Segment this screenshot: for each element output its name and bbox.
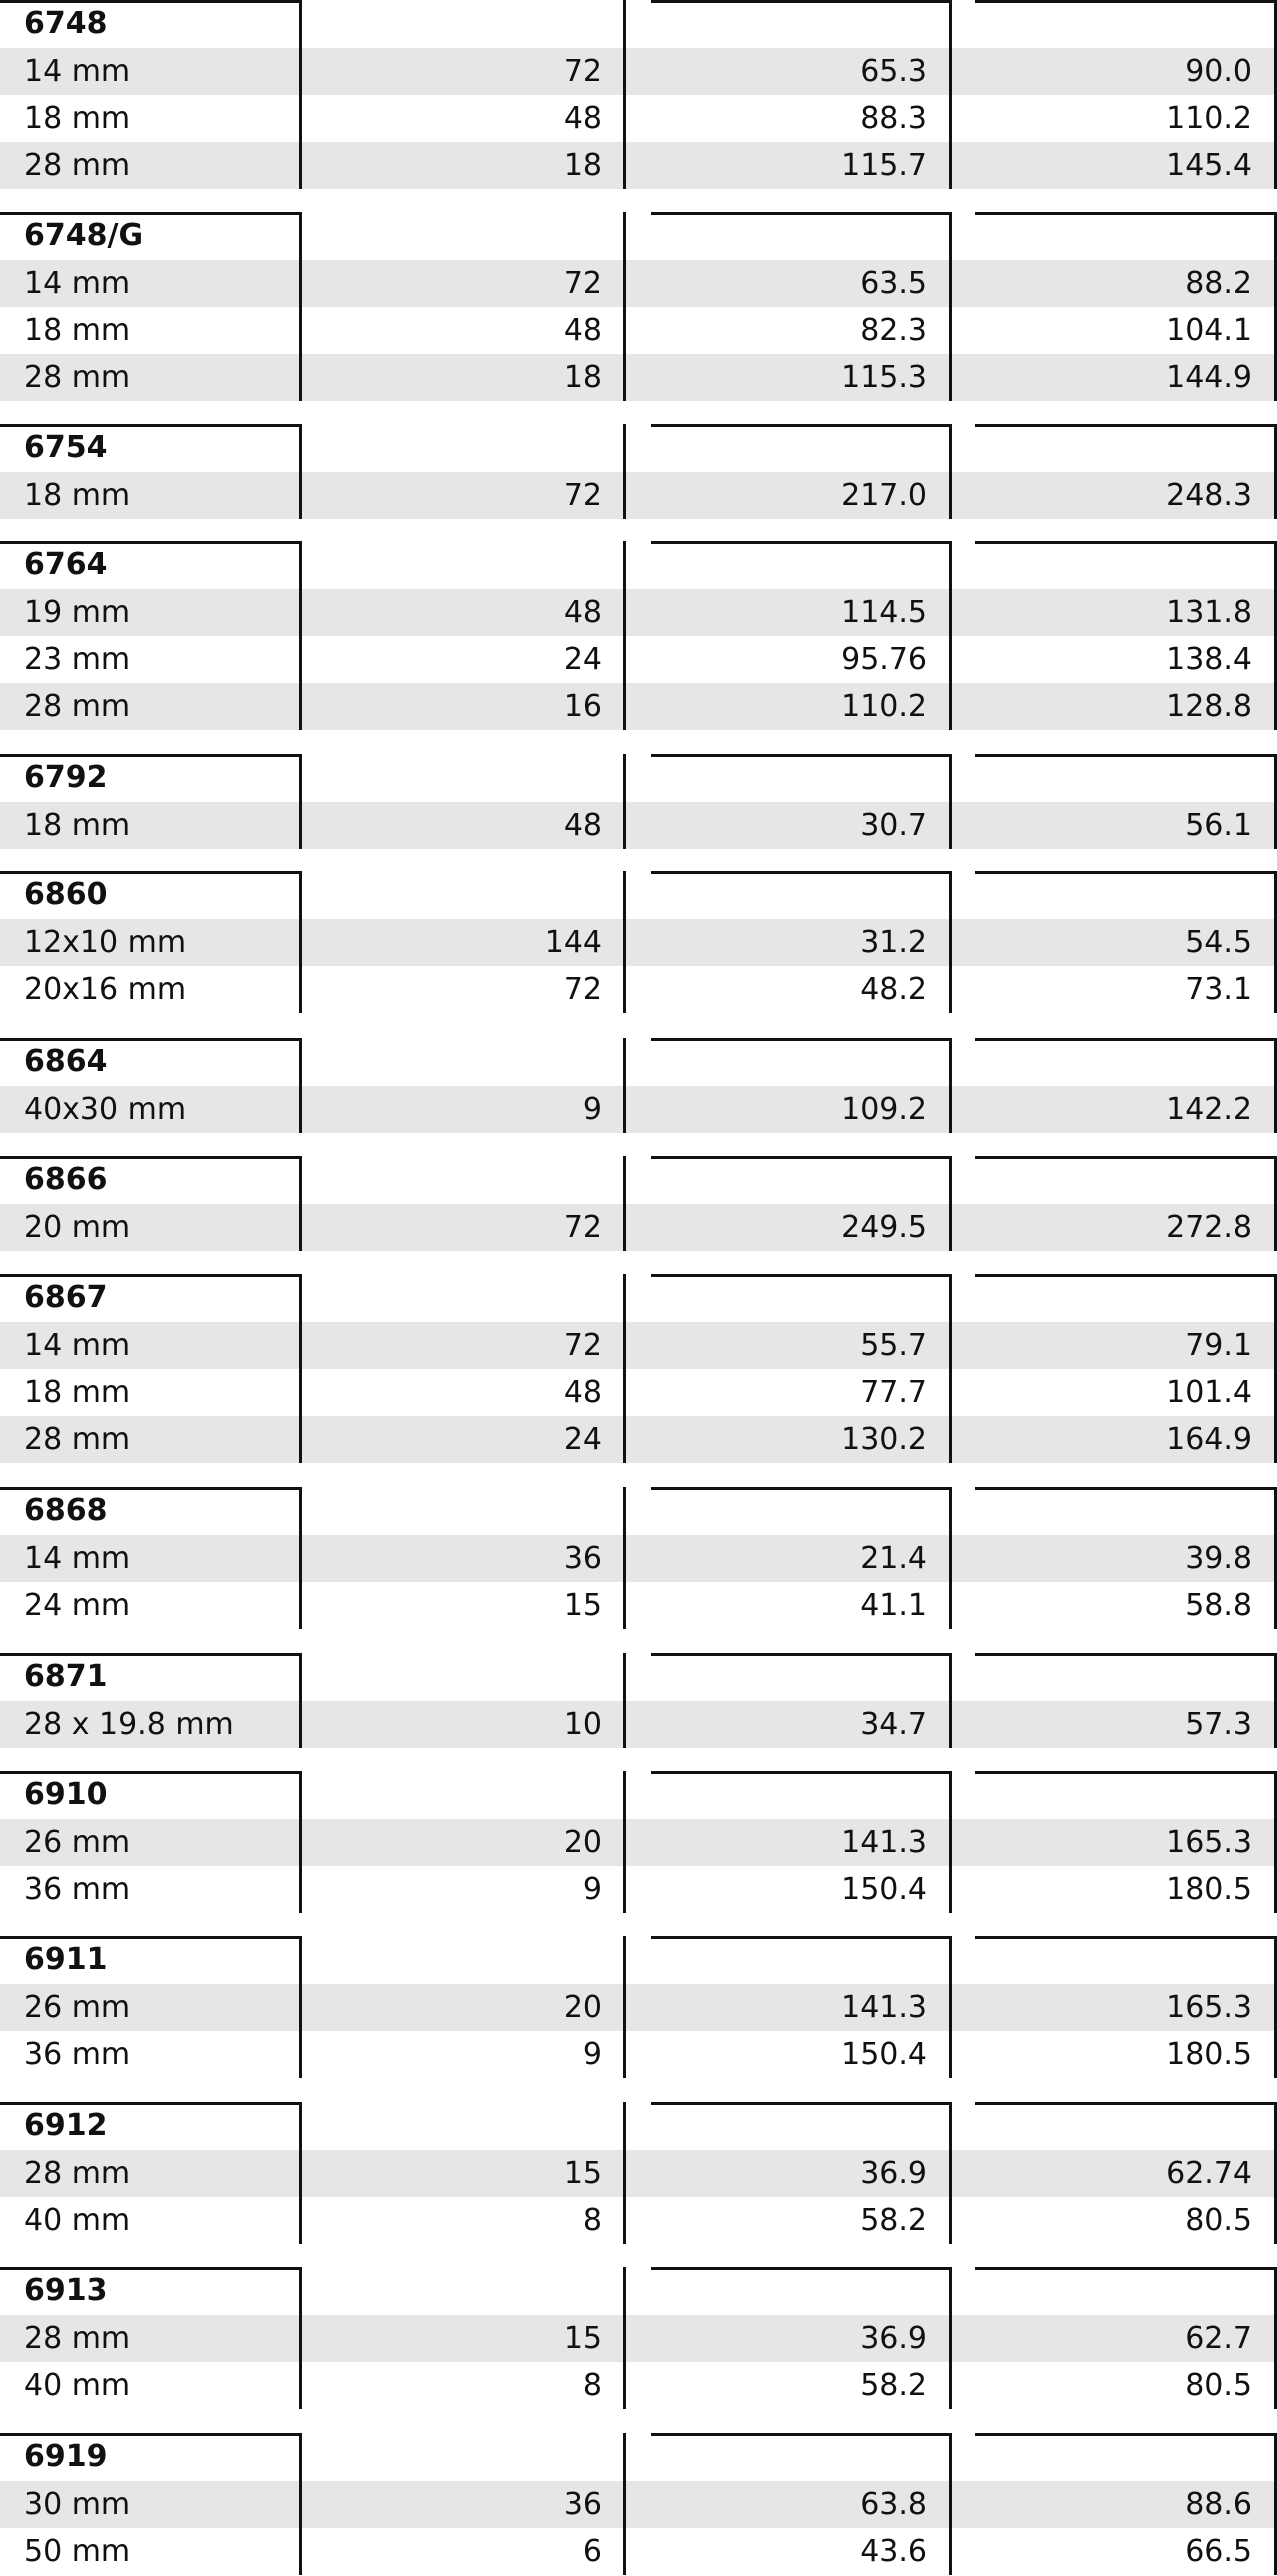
price-cell: 62.74 (1166, 2156, 1252, 2191)
size-cell: 18 mm (24, 101, 131, 136)
size-cell: 28 mm (24, 148, 131, 183)
price-cell: 165.3 (1166, 1990, 1252, 2025)
column-divider (299, 754, 302, 849)
quantity-cell: 9 (582, 1092, 602, 1127)
table-row (0, 1866, 1277, 1913)
table-row (0, 2031, 1277, 2078)
product-group (0, 754, 1277, 849)
model-number: 6913 (24, 2273, 108, 2308)
quantity-cell: 10 (563, 1707, 602, 1742)
top-rule (651, 2267, 952, 2270)
quantity-cell: 18 (563, 148, 602, 183)
top-rule (651, 424, 952, 427)
value-cell: 41.1 (860, 1588, 927, 1623)
column-divider (299, 1156, 302, 1251)
product-group (0, 1156, 1277, 1251)
column-divider (623, 1771, 626, 1913)
column-divider (623, 754, 626, 849)
table-row (0, 1701, 1277, 1748)
value-cell: 21.4 (860, 1541, 927, 1576)
column-divider (299, 1487, 302, 1629)
column-divider (299, 541, 302, 730)
table-row (0, 354, 1277, 401)
value-cell: 43.6 (860, 2534, 927, 2569)
column-divider (299, 1771, 302, 1913)
table-row (0, 472, 1277, 519)
table-row (0, 1535, 1277, 1582)
size-cell: 20x16 mm (24, 972, 187, 1007)
quantity-cell: 48 (563, 313, 602, 348)
product-group (0, 0, 1277, 189)
group-header-row (0, 541, 1277, 588)
product-group (0, 1653, 1277, 1748)
top-rule (0, 2102, 302, 2105)
top-rule (651, 1156, 952, 1159)
price-cell: 180.5 (1166, 2037, 1252, 2072)
quantity-cell: 18 (563, 360, 602, 395)
top-rule (975, 2267, 1277, 2270)
column-divider (623, 0, 626, 189)
quantity-cell: 48 (563, 101, 602, 136)
top-rule (975, 424, 1277, 427)
top-rule (975, 1038, 1277, 1041)
price-cell: 79.1 (1185, 1328, 1252, 1363)
price-cell: 57.3 (1185, 1707, 1252, 1742)
table-row (0, 1582, 1277, 1629)
value-cell: 110.2 (841, 689, 927, 724)
product-group (0, 541, 1277, 730)
product-group (0, 2102, 1277, 2244)
size-cell: 36 mm (24, 1872, 131, 1907)
column-divider (949, 0, 952, 189)
value-cell: 36.9 (860, 2321, 927, 2356)
size-cell: 14 mm (24, 1328, 131, 1363)
model-number: 6871 (24, 1659, 108, 1694)
table-row (0, 260, 1277, 307)
top-rule (651, 1771, 952, 1774)
column-divider (623, 212, 626, 401)
value-cell: 141.3 (841, 1825, 927, 1860)
column-divider (623, 541, 626, 730)
price-cell: 39.8 (1185, 1541, 1252, 1576)
model-number: 6910 (24, 1777, 108, 1812)
column-divider (949, 1936, 952, 2078)
table-row (0, 1369, 1277, 1416)
model-number: 6867 (24, 1280, 108, 1315)
quantity-cell: 9 (582, 2037, 602, 2072)
top-rule (651, 1274, 952, 1277)
quantity-cell: 6 (582, 2534, 602, 2569)
size-cell: 18 mm (24, 313, 131, 348)
size-cell: 28 mm (24, 2156, 131, 2191)
top-rule (975, 1156, 1277, 1159)
price-cell: 58.8 (1185, 1588, 1252, 1623)
top-rule (975, 1653, 1277, 1656)
value-cell: 30.7 (860, 808, 927, 843)
size-cell: 14 mm (24, 266, 131, 301)
column-divider (949, 1487, 952, 1629)
group-header-row (0, 2267, 1277, 2314)
column-divider (623, 1653, 626, 1748)
column-divider (623, 2102, 626, 2244)
size-cell: 40x30 mm (24, 1092, 187, 1127)
value-cell: 36.9 (860, 2156, 927, 2191)
group-header-row (0, 1156, 1277, 1203)
table-row (0, 2315, 1277, 2362)
column-divider (299, 2102, 302, 2244)
product-group (0, 1487, 1277, 1629)
top-rule (975, 1771, 1277, 1774)
table-row (0, 1322, 1277, 1369)
value-cell: 115.7 (841, 148, 927, 183)
model-number: 6866 (24, 1162, 108, 1197)
model-number: 6764 (24, 547, 108, 582)
value-cell: 249.5 (841, 1210, 927, 1245)
quantity-cell: 15 (563, 2321, 602, 2356)
quantity-cell: 8 (582, 2203, 602, 2238)
value-cell: 65.3 (860, 54, 927, 89)
top-rule (975, 1936, 1277, 1939)
column-divider (949, 541, 952, 730)
top-rule (651, 871, 952, 874)
column-divider (299, 1038, 302, 1133)
quantity-cell: 20 (563, 1990, 602, 2025)
value-cell: 95.76 (841, 642, 927, 677)
group-header-row (0, 2433, 1277, 2480)
quantity-cell: 72 (563, 478, 602, 513)
column-divider (623, 1936, 626, 2078)
top-rule (651, 0, 952, 3)
value-cell: 115.3 (841, 360, 927, 395)
top-rule (0, 2267, 302, 2270)
top-rule (651, 541, 952, 544)
table-row (0, 636, 1277, 683)
size-cell: 14 mm (24, 1541, 131, 1576)
product-group (0, 1771, 1277, 1913)
size-cell: 12x10 mm (24, 925, 187, 960)
model-number: 6868 (24, 1493, 108, 1528)
price-cell: 101.4 (1166, 1375, 1252, 1410)
size-cell: 40 mm (24, 2203, 131, 2238)
quantity-cell: 16 (563, 689, 602, 724)
price-cell: 62.7 (1185, 2321, 1252, 2356)
table-row (0, 589, 1277, 636)
group-header-row (0, 754, 1277, 801)
column-divider (299, 1936, 302, 2078)
size-cell: 28 mm (24, 689, 131, 724)
top-rule (651, 1653, 952, 1656)
quantity-cell: 72 (563, 1210, 602, 1245)
column-divider (299, 212, 302, 401)
top-rule (975, 2433, 1277, 2436)
top-rule (975, 212, 1277, 215)
top-rule (651, 1038, 952, 1041)
quantity-cell: 36 (563, 2487, 602, 2522)
value-cell: 63.8 (860, 2487, 927, 2522)
quantity-cell: 72 (563, 972, 602, 1007)
quantity-cell: 72 (563, 54, 602, 89)
column-divider (623, 1487, 626, 1629)
price-cell: 110.2 (1166, 101, 1252, 136)
top-rule (0, 212, 302, 215)
model-number: 6754 (24, 430, 108, 465)
top-rule (0, 1156, 302, 1159)
price-cell: 248.3 (1166, 478, 1252, 513)
table-row (0, 2528, 1277, 2575)
value-cell: 58.2 (860, 2368, 927, 2403)
value-cell: 63.5 (860, 266, 927, 301)
top-rule (0, 424, 302, 427)
column-divider (949, 2102, 952, 2244)
size-cell: 20 mm (24, 1210, 131, 1245)
top-rule (0, 1038, 302, 1041)
top-rule (975, 754, 1277, 757)
model-number: 6748/G (24, 218, 144, 253)
model-number: 6860 (24, 877, 108, 912)
table-row (0, 1984, 1277, 2031)
model-number: 6864 (24, 1044, 108, 1079)
top-rule (0, 1771, 302, 1774)
product-group (0, 1038, 1277, 1133)
size-cell: 14 mm (24, 54, 131, 89)
value-cell: 77.7 (860, 1375, 927, 1410)
table-row (0, 142, 1277, 189)
size-cell: 28 mm (24, 1422, 131, 1457)
price-cell: 144.9 (1166, 360, 1252, 395)
product-group (0, 2267, 1277, 2409)
table-row (0, 802, 1277, 849)
column-divider (299, 871, 302, 1013)
group-header-row (0, 1038, 1277, 1085)
model-number: 6748 (24, 6, 108, 41)
column-divider (299, 2267, 302, 2409)
size-cell: 50 mm (24, 2534, 131, 2569)
quantity-cell: 48 (563, 595, 602, 630)
price-cell: 80.5 (1185, 2368, 1252, 2403)
quantity-cell: 24 (563, 642, 602, 677)
price-cell: 138.4 (1166, 642, 1252, 677)
top-rule (0, 1653, 302, 1656)
size-cell: 19 mm (24, 595, 131, 630)
table-row (0, 2481, 1277, 2528)
value-cell: 150.4 (841, 2037, 927, 2072)
column-divider (623, 1274, 626, 1463)
price-cell: 88.6 (1185, 2487, 1252, 2522)
size-cell: 28 mm (24, 360, 131, 395)
table-row (0, 1416, 1277, 1463)
table-row (0, 966, 1277, 1013)
price-cell: 131.8 (1166, 595, 1252, 630)
table-row (0, 48, 1277, 95)
value-cell: 48.2 (860, 972, 927, 1007)
quantity-cell: 9 (582, 1872, 602, 1907)
top-rule (651, 754, 952, 757)
product-group (0, 1274, 1277, 1463)
value-cell: 31.2 (860, 925, 927, 960)
price-cell: 128.8 (1166, 689, 1252, 724)
price-cell: 145.4 (1166, 148, 1252, 183)
group-header-row (0, 212, 1277, 259)
price-cell: 164.9 (1166, 1422, 1252, 1457)
table-row (0, 1086, 1277, 1133)
column-divider (623, 2267, 626, 2409)
top-rule (0, 1936, 302, 1939)
top-rule (0, 0, 302, 3)
top-rule (0, 754, 302, 757)
price-cell: 54.5 (1185, 925, 1252, 960)
price-cell: 142.2 (1166, 1092, 1252, 1127)
value-cell: 88.3 (860, 101, 927, 136)
size-cell: 26 mm (24, 1990, 131, 2025)
column-divider (949, 1274, 952, 1463)
model-number: 6792 (24, 760, 108, 795)
size-cell: 23 mm (24, 642, 131, 677)
product-group (0, 424, 1277, 519)
column-divider (623, 1156, 626, 1251)
top-rule (0, 871, 302, 874)
group-header-row (0, 1936, 1277, 1983)
top-rule (651, 212, 952, 215)
group-header-row (0, 424, 1277, 471)
price-cell: 80.5 (1185, 2203, 1252, 2238)
group-header-row (0, 1487, 1277, 1534)
model-number: 6911 (24, 1942, 108, 1977)
column-divider (949, 2433, 952, 2575)
group-header-row (0, 1771, 1277, 1818)
top-rule (651, 1487, 952, 1490)
price-cell: 165.3 (1166, 1825, 1252, 1860)
column-divider (623, 424, 626, 519)
group-header-row (0, 2102, 1277, 2149)
size-cell: 18 mm (24, 478, 131, 513)
top-rule (975, 1274, 1277, 1277)
table-row (0, 307, 1277, 354)
column-divider (949, 1038, 952, 1133)
size-cell: 24 mm (24, 1588, 131, 1623)
top-rule (651, 2433, 952, 2436)
quantity-cell: 72 (563, 1328, 602, 1363)
quantity-cell: 36 (563, 1541, 602, 1576)
price-cell: 180.5 (1166, 1872, 1252, 1907)
group-header-row (0, 1653, 1277, 1700)
group-header-row (0, 871, 1277, 918)
top-rule (975, 871, 1277, 874)
column-divider (949, 1771, 952, 1913)
top-rule (0, 2433, 302, 2436)
value-cell: 141.3 (841, 1990, 927, 2025)
price-cell: 104.1 (1166, 313, 1252, 348)
price-cell: 88.2 (1185, 266, 1252, 301)
value-cell: 34.7 (860, 1707, 927, 1742)
table-row (0, 1204, 1277, 1251)
column-divider (949, 424, 952, 519)
quantity-cell: 8 (582, 2368, 602, 2403)
top-rule (0, 1487, 302, 1490)
model-number: 6912 (24, 2108, 108, 2143)
quantity-cell: 15 (563, 1588, 602, 1623)
table-row (0, 2197, 1277, 2244)
column-divider (949, 871, 952, 1013)
quantity-cell: 48 (563, 808, 602, 843)
group-header-row (0, 1274, 1277, 1321)
table-row (0, 683, 1277, 730)
size-cell: 28 mm (24, 2321, 131, 2356)
size-cell: 36 mm (24, 2037, 131, 2072)
size-cell: 28 x 19.8 mm (24, 1707, 234, 1742)
price-cell: 272.8 (1166, 1210, 1252, 1245)
top-rule (975, 541, 1277, 544)
value-cell: 114.5 (841, 595, 927, 630)
value-cell: 82.3 (860, 313, 927, 348)
column-divider (623, 871, 626, 1013)
top-rule (975, 1487, 1277, 1490)
column-divider (299, 424, 302, 519)
column-divider (299, 2433, 302, 2575)
column-divider (949, 1156, 952, 1251)
size-cell: 26 mm (24, 1825, 131, 1860)
column-divider (949, 212, 952, 401)
price-cell: 90.0 (1185, 54, 1252, 89)
top-rule (651, 1936, 952, 1939)
top-rule (975, 0, 1277, 3)
table-row (0, 1819, 1277, 1866)
price-cell: 56.1 (1185, 808, 1252, 843)
top-rule (975, 2102, 1277, 2105)
column-divider (299, 1653, 302, 1748)
quantity-cell: 144 (544, 925, 602, 960)
size-cell: 18 mm (24, 808, 131, 843)
product-group (0, 212, 1277, 401)
group-header-row (0, 0, 1277, 47)
column-divider (299, 1274, 302, 1463)
value-cell: 217.0 (841, 478, 927, 513)
column-divider (299, 0, 302, 189)
quantity-cell: 72 (563, 266, 602, 301)
column-divider (623, 1038, 626, 1133)
column-divider (949, 2267, 952, 2409)
top-rule (651, 2102, 952, 2105)
value-cell: 150.4 (841, 1872, 927, 1907)
size-cell: 30 mm (24, 2487, 131, 2522)
table-row (0, 2362, 1277, 2409)
table-row (0, 2150, 1277, 2197)
quantity-cell: 20 (563, 1825, 602, 1860)
size-cell: 18 mm (24, 1375, 131, 1410)
quantity-cell: 24 (563, 1422, 602, 1457)
product-group (0, 1936, 1277, 2078)
value-cell: 130.2 (841, 1422, 927, 1457)
column-divider (949, 1653, 952, 1748)
quantity-cell: 48 (563, 1375, 602, 1410)
table-row (0, 919, 1277, 966)
price-cell: 66.5 (1185, 2534, 1252, 2569)
value-cell: 109.2 (841, 1092, 927, 1127)
column-divider (949, 754, 952, 849)
value-cell: 58.2 (860, 2203, 927, 2238)
top-rule (0, 1274, 302, 1277)
price-cell: 73.1 (1185, 972, 1252, 1007)
size-cell: 40 mm (24, 2368, 131, 2403)
value-cell: 55.7 (860, 1328, 927, 1363)
top-rule (0, 541, 302, 544)
model-number: 6919 (24, 2439, 108, 2474)
column-divider (623, 2433, 626, 2575)
product-group (0, 871, 1277, 1013)
quantity-cell: 15 (563, 2156, 602, 2191)
product-group (0, 2433, 1277, 2575)
table-row (0, 95, 1277, 142)
